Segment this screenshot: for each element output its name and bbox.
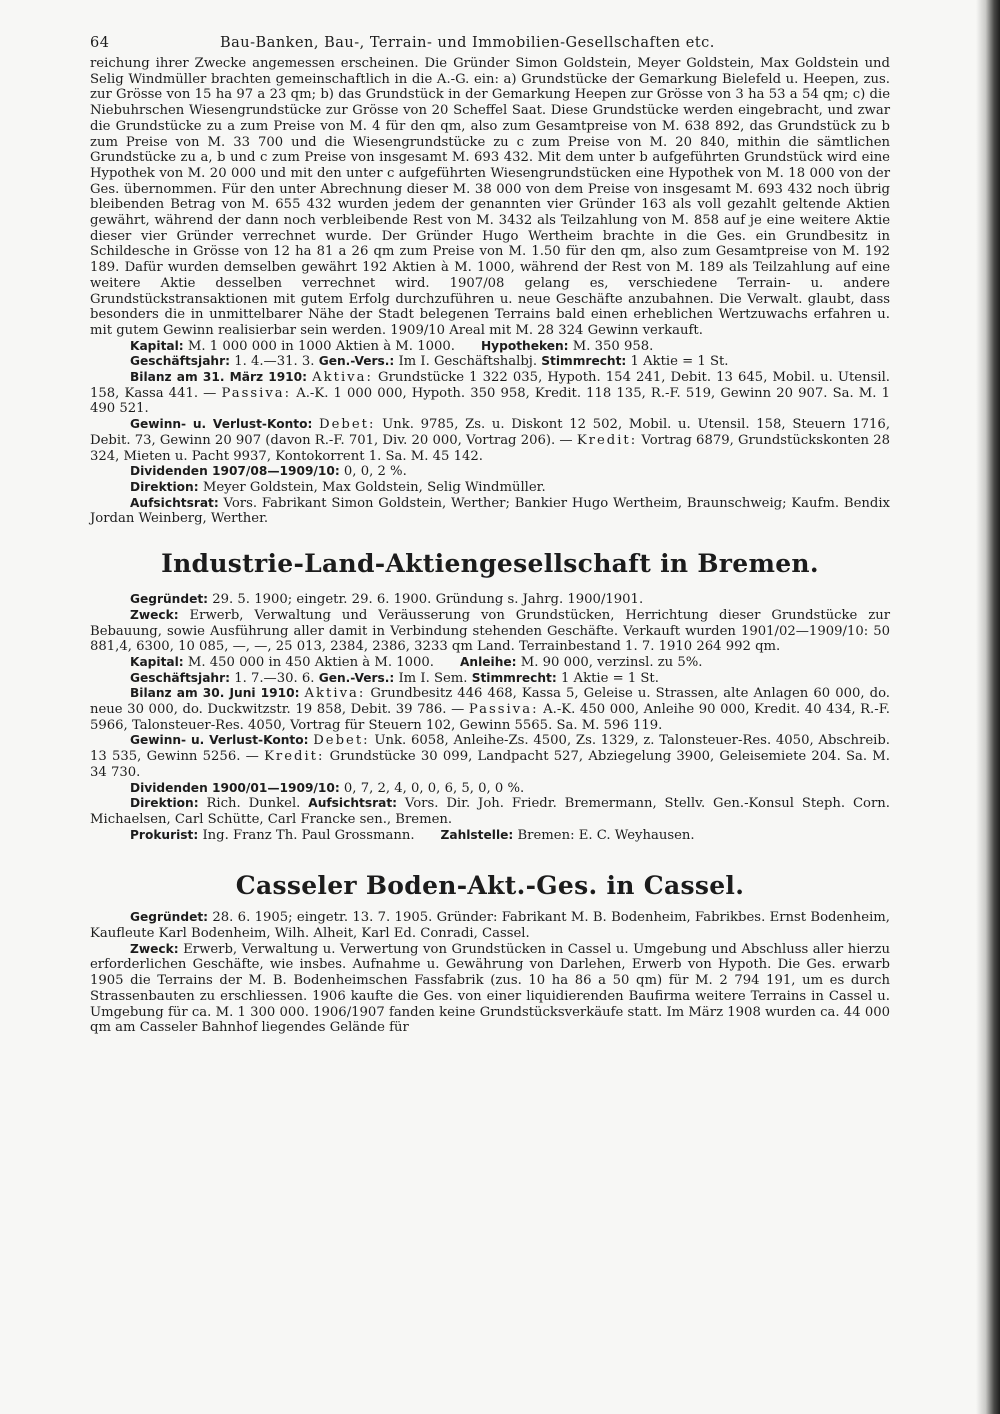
balance-sheet: Bilanz am 30. Juni 1910: Aktiva: Grundbesitz 446 468, Kassa 5, Geleise u. Strassen, alte Anlagen 60 000, do. neue 30 000, do. Duckwitzstr. 19 858, Debit. 39 786. — Passiva: A.-K. 450 000, Anleihe 90 000, Kredit. 40 434, R.-F. 5966, Talonsteuer-Res. 4050, Vortrag für Steuern 102, Gewinn 5565. Sa. M. 596 119. [90,686,890,733]
section-bielefeld-company [90,56,890,527]
page-number: 64 [90,35,110,51]
founded-line: Gegründet: 29. 5. 1900; eingetr. 29. 6. 1900. Gründung s. Jahrg. 1900/1901. [130,592,644,608]
page-header [90,30,890,56]
purpose-paragraph: Zweck: Erwerb, Verwaltung u. Verwertung von Grundstücken in Cassel u. Umgebung und Abschluss aller hierzu erforderlichen Geschäfte, wie insbes. Aufnahme u. Gewährung von Darlehen, Erwerb von Hypoth. Die Ges. erwarb 1905 die Terrains der M. B. Bodenheimschen Fassfabrik (zus. 10 ha 86 a 50 qm) für M. 2 794 191, um es durch Strassenbauten zu erschliessen. 1906 kaufte die Ges. von einer liquidierenden Baufirma weitere Terrains in Cassel u. Umgebung für ca. M. 1 300 000. 1906/1907 fanden keine Grundstücksverkäufe statt. Im März 1908 wurden ca. 44 000 qm am Casseler Bahnhof liegendes Gelände für [90,941,890,1036]
paragraph-continuation: reichung ihrer Zwecke angemessen erscheinen. Die Gründer Simon Goldstein, Meyer Goldstein, Max Goldstein und Selig Windmüller brachten gemeinschaftlich in die A.-G. ein: a) Grundstücke der Gemarkung Bielefeld u. Heepen, zus. zur Grösse von 15 ha 97 a 23 qm; b) das Grundstück in der Gemarkung Heepen zur Grösse von 3 ha 53 a 54 qm; c) die Niebuhrschen Wiesengrundstücke zur Grösse von 20 Scheffel Saat. Diese Grundstücke werden eingebracht, und zwar die Grundstücke zu a zum Preise von M. 4 für den qm, also zum Gesamtpreise von M. 638 892, das Grundstück zu b zum Preise von M. 33 700 und die Wiesengrundstücke zu c zum Preise von M. 20 840, mithin die sämtlichen Grundstücke zu a, b und c zum Preise von insgesamt M. 693 432. Mit dem unter b aufgeführten Grundstück wird eine Hypothek von M. 20 000 und mit den unter c aufgeführten Wiesengrundstücken eine Hypothek von M. 18 000 von der Ges. übernommen. Für den unter Abrechnung dieser M. 38 000 von dem Preise von insgesamt M. 693 432 noch übrig bleibenden Betrag von M. 655 432 wurden jedem der genannten vier Gründer 163 als voll gezahlt geltende Aktien gewährt, während der dann noch verbleibende Rest von M. 3432 als Teilzahlung von M. 858 auf je eine weitere Aktie dieser vier Gründer verrechnet wurde. Der Gründer Hugo Wertheim brachte in die Ges. ein Grundbesitz in Schildesche in Grösse von 12 ha 81 a 26 qm zum Preise von M. 1.50 für den qm, also zum Gesamtpreise von M. 192 189. Dafür wurden demselben gewährt 192 Aktien à M. 1000, während der Rest von M. 189 als Teilzahlung auf eine weitere Aktie desselben verrechnet wird. 1907/08 gelang es, verschiedene Terrain- u. andere Grundstückstransaktionen mit gutem Erfolg durchzuführen u. neue Geschäfte anzubahnen. Die Verwalt. glaubt, dass besonders die in unmittelbarer Nähe der Stadt belegenen Terrains bald einen erheblichen Wertzuwachs erfahren u. mit gutem Gewinn realisierbar sein werden. 1909/10 Areal mit M. 28 324 Gewinn verkauft. [90,56,890,338]
proxy-line: Prokurist: Ing. Franz Th. Paul Grossmann. Zahlstelle: Bremen: E. C. Weyhausen. [130,827,695,843]
founded-line: Gegründet: 28. 6. 1905; eingetr. 13. 7. 1905. Gründer: Fabrikant M. B. Bodenheim, Fabrikbes. Ernst Bodenheim, Kaufleute Karl Bodenheim, Wilh. Alheit, Karl Ed. Conradi, Cassel. [90,910,890,942]
profit-loss-account: Gewinn- u. Verlust-Konto: Debet: Unk. 6058, Anleihe-Zs. 4500, Zs. 1329, z. Talonsteuer-Res. 4050, Abschreib. 13 535, Gewinn 5256. — Kredit: Grundstücke 30 099, Landpacht 527, Abziegelung 3900, Geleisemiete 204. Sa. M. 34 730. [90,733,890,780]
fiscal-line: Geschäftsjahr: 1. 4.—31. 3. Gen.-Vers.: Im I. Geschäftshalbj. Stimmrecht: 1 Aktie = 1 St. [130,354,729,370]
capital-line: Kapital: M. 1 000 000 in 1000 Aktien à M. 1000. Hypotheken: M. 350 958. [130,338,654,354]
section-title-bremen: Industrie-Land-Aktiengesellschaft in Bremen. [161,549,819,579]
purpose-paragraph: Zweck: Erwerb, Verwaltung und Veräusserung von Grundstücken, Herrichtung dieser Grundstücke zur Bebauung, sowie Ausführung aller damit in Verbindung stehenden Geschäfte. Verkauft wurden 1901/02—1909/10: 50 881,4, 6300, 10 085, —, —, 25 013, 2384, 2386, 3233 qm Land. Terrainbestand 1. 7. 1910 264 992 qm. [90,607,890,655]
section-title-cassel: Casseler Boden-Akt.-Ges. in Cassel. [235,871,745,901]
section-bremen-company [90,592,890,843]
dividends-line: Dividenden 1907/08—1909/10: 0, 0, 2 %. [130,464,407,480]
page-binding-edge [976,0,1000,1414]
balance-sheet: Bilanz am 31. März 1910: Aktiva: Grundstücke 1 322 035, Hypoth. 154 241, Debit. 13 645, Mobil. u. Utensil. 158, Kassa 441. — Passiva: A.-K. 1 000 000, Hypoth. 350 958, Kredit. 118 135, R.-F. 519, Gewinn 20 907. Sa. M. 1 490 521. [90,370,890,417]
fiscal-line: Geschäftsjahr: 1. 7.—30. 6. Gen.-Vers.: Im I. Sem. Stimmrecht: 1 Aktie = 1 St. [130,670,659,686]
board-line: Direktion: Rich. Dunkel. Aufsichtsrat: Vors. Dir. Joh. Friedr. Bremermann, Stellv. Gen.-Konsul Steph. Corn. Michaelsen, Carl Schütte, Carl Francke sen., Bremen. [90,796,890,827]
capital-line: Kapital: M. 450 000 in 450 Aktien à M. 1000. Anleihe: M. 90 000, verzinsl. zu 5%. [130,654,703,670]
document-page [90,30,890,1036]
running-title: Bau-Banken, Bau-, Terrain- und Immobilien-Gesellschaften etc. [220,35,715,51]
board-line: Direktion: Meyer Goldstein, Max Goldstein, Selig Windmüller. [130,479,546,495]
supervisory-board-line: Aufsichtsrat: Vors. Fabrikant Simon Goldstein, Werther; Bankier Hugo Wertheim, Braunschweig; Kaufm. Bendix Jordan Weinberg, Werther. [90,495,890,527]
section-cassel-company [90,910,890,1036]
profit-loss-account: Gewinn- u. Verlust-Konto: Debet: Unk. 9785, Zs. u. Diskont 12 502, Mobil. u. Utensil. 158, Steuern 1716, Debit. 73, Gewinn 20 907 (davon R.-F. 701, Div. 20 000, Vortrag 206). — Kredit: Vortrag 6879, Grundstückskonten 28 324, Mieten u. Pacht 9937, Kontokorrent 1. Sa. M. 45 142. [90,417,891,464]
dividends-line: Dividenden 1900/01—1909/10: 0, 7, 2, 4, 0, 0, 6, 5, 0, 0 %. [130,780,525,796]
